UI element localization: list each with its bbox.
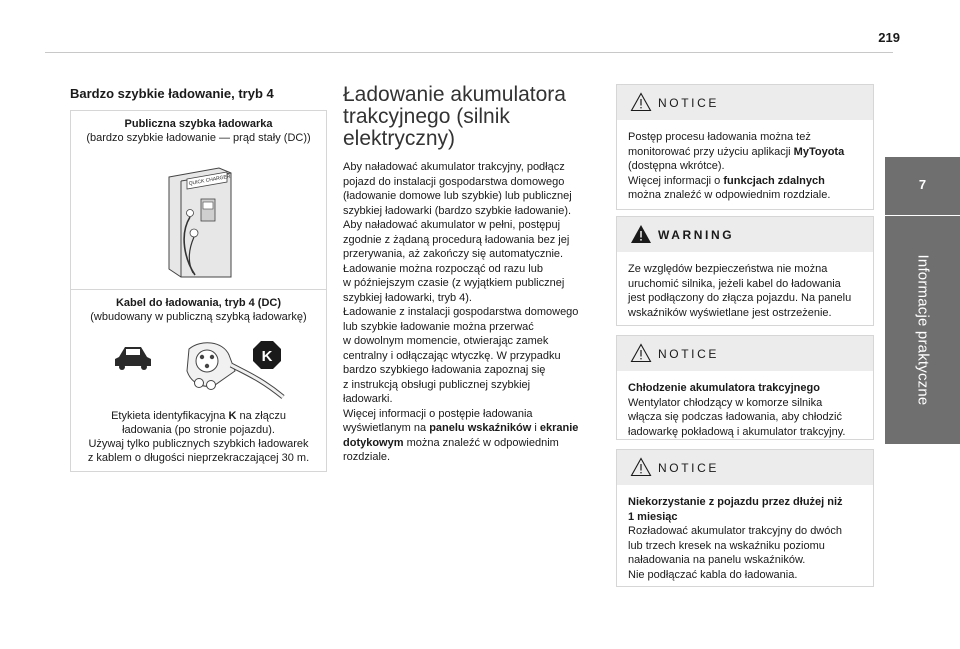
k-badge-icon [253,341,281,369]
notice-header [617,85,873,120]
body-line: Ładowanie z instalacji gospodarstwa domowego [343,306,579,318]
body-line: Ładowanie można rozpocząć od razu lub [343,262,543,275]
k-badge-letter: K [261,348,273,365]
warning-box-engine [616,216,874,326]
body-line: wyświetlanym na panelu wskaźników i ekranie [343,422,579,434]
notice-text: Postęp procesu ładowania można też monitorować przy użyciu aplikacji MyToyota (dostępna wkrótce). Więcej informacji o funkcjach zdalnych można znaleźć w odpowiednim rozdziale. [628,131,845,201]
notice-header [617,336,873,371]
caution-triangle-icon [630,92,652,112]
notice-box-storage [616,449,874,587]
body-line: bardzo szybkiego ładowania zapoznaj się [343,364,546,376]
body-line: w dowolnym momencie, otwierając zamek [343,335,549,347]
panel-divider [71,289,326,290]
car-icon [115,347,151,370]
warning-header [617,217,873,252]
body-line: z instrukcją obsługi publicznej szybkiej [343,378,531,391]
cable-subtitle: (wbudowany w publiczną szybką ładowarkę) [90,311,307,323]
label-caption-line4: z kablem o długości nieprzekraczającej 30 m. [87,452,310,464]
body-line: Więcej informacji o postępie ładowania [343,407,533,420]
notice-label: NOTICE [658,461,719,475]
warning-triangle-icon [630,224,652,244]
warning-label: WARNING [658,228,735,242]
notice-header [617,450,873,485]
main-title: Ładowanie akumulatora trakcyjnego (silnik elektryczny) [343,83,566,150]
caution-triangle-icon [630,343,652,363]
public-charger-title: Publiczna szybka ładowarka [124,118,273,130]
label-caption-line1: Etykieta identyfikacyjna K na złączu [111,410,286,422]
chapter-number-tab[interactable] [885,157,960,215]
body-line: Aby naładować akumulator trakcyjny, podłącz [343,161,565,173]
body-line: szybkiej ładowarki (bardzo szybkie ładowanie). [343,204,572,217]
body-line: dotykowym można znaleźć w odpowiednim [343,436,559,449]
notice-label: NOTICE [658,347,719,361]
cable-title: Kabel do ładowania, tryb 4 (DC) [115,297,282,309]
body-line: zgodnie z żądaną procedurą ładowania bez jej [343,233,570,246]
notice-text: Chłodzenie akumulatora trakcyjnego Wentylator chłodzący w komorze silnika włącza się podczas ładowania, aby chłodzić ładowarkę pokładową i akumulator trakcyjny. [628,382,846,438]
body-line: szybkiej ładowarki, tryb 4). [343,291,472,304]
body-line: pojazd do instalacji gospodarstwa domowego [343,175,565,188]
notice-label: NOTICE [658,96,719,110]
body-line: lub szybkie ładowanie można przerwać [343,320,534,333]
body-line: w późniejszym czasie (z wyjątkiem publicznej [343,277,565,289]
quick-charger-illustration [165,165,235,280]
body-line: Aby naładować akumulator w pełni, postępuj [343,219,561,231]
body-line: przerywania, aż zakończy się automatycznie. [343,248,564,260]
notice-box-app [616,84,874,210]
section-heading: Bardzo szybkie ładowanie, tryb 4 [70,86,274,101]
public-charger-subtitle: (bardzo szybkie ładowanie — prąd stały (DC)) [86,132,311,144]
body-line: rozdziale. [343,451,391,463]
chapter-title-tab[interactable] [885,216,960,444]
main-body-text [343,160,605,465]
charger-sign-text: QUICK CHARGER [188,173,231,187]
warning-text: Ze względów bezpieczeństwa nie można uruchomić silnika, jeżeli kabel do ładowania jest podłączony do złącza pojazdu. Na panelu wskaźników wyświetlane jest ostrzeżenie. [628,263,852,319]
charging-mode4-panel [70,110,327,472]
body-line: centralny i odłączając wtyczkę. W przypadku [343,349,561,362]
page-number: 219 [878,30,900,45]
body-line: ładowarki. [343,393,393,405]
chapter-number: 7 [918,177,927,192]
notice-box-cooling [616,335,874,440]
dc-cable-illustration [111,339,291,403]
label-caption-line3: Używaj tylko publicznych szybkich ładowarek [88,438,309,450]
caution-triangle-icon [630,457,652,477]
label-caption-line2: ładowania (po stronie pojazdu). [122,424,275,436]
header-rule [45,52,893,53]
body-line: (ładowanie domowe lub szybkie) lub publicznej [343,190,572,202]
chapter-title: Informacje praktyczne [914,254,931,406]
notice-text: Niekorzystanie z pojazdu przez dłużej niż 1 miesiąc Rozładować akumulator trakcyjny do dwóch lub trzech kresek na wskaźniku poziomu naładowania na panelu wskaźników. Nie podłączać kabla do ładowania. [628,496,843,581]
